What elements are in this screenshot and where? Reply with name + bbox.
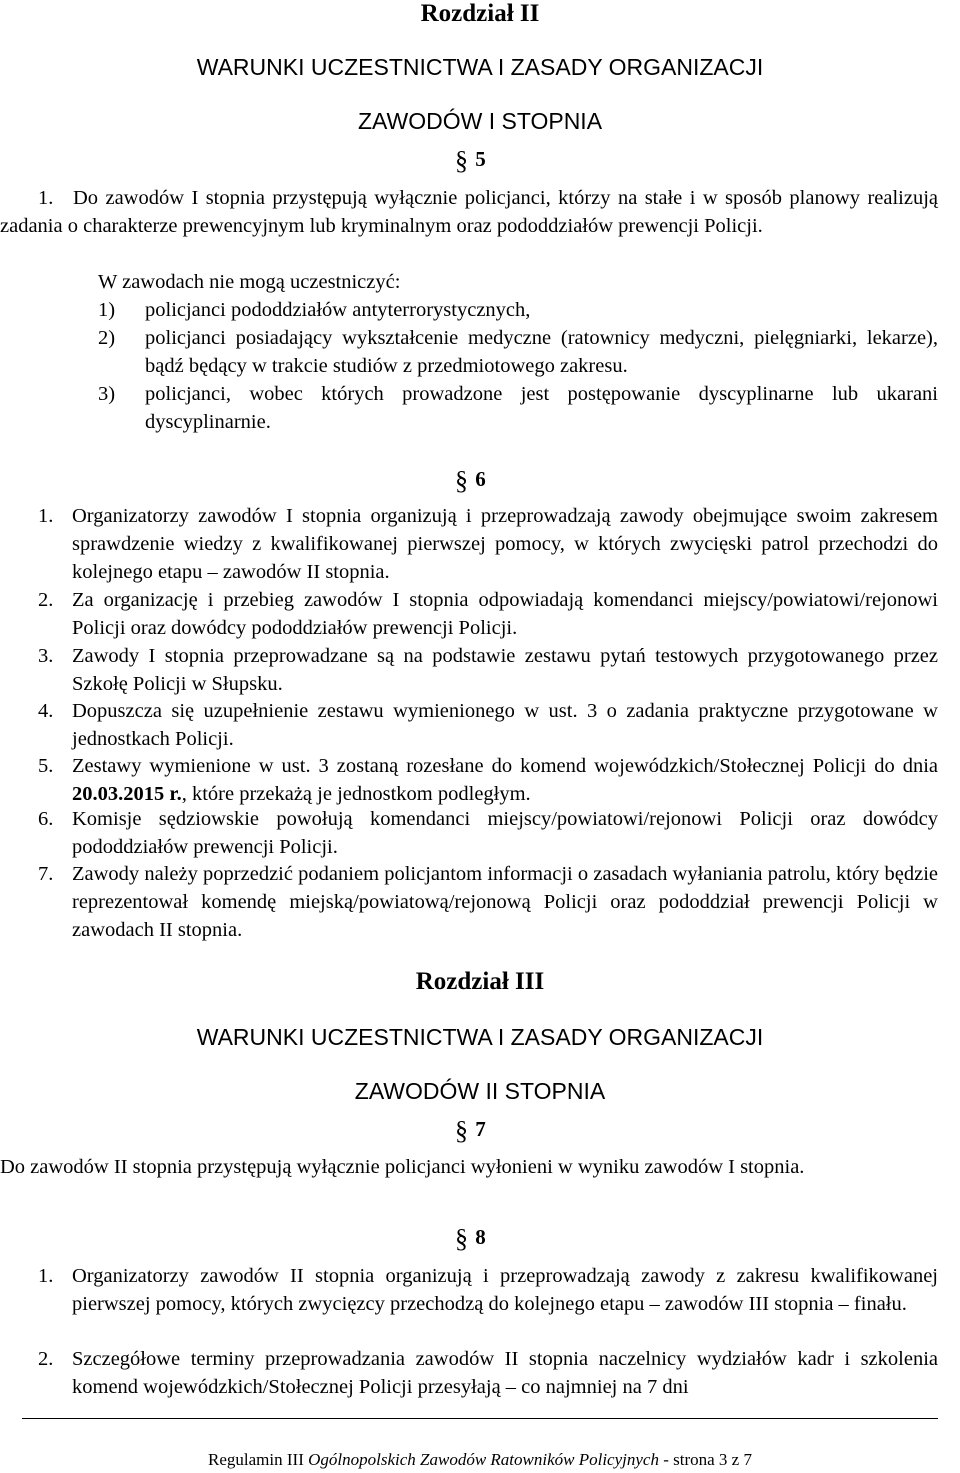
chapter-heading: Rozdział II bbox=[420, 0, 540, 27]
list-number: 2. bbox=[38, 589, 54, 611]
page-footer bbox=[0, 1450, 960, 1470]
section-sign-icon: § bbox=[455, 466, 468, 495]
list-number: 2. bbox=[38, 1348, 54, 1370]
sub-number: 1) bbox=[98, 299, 116, 321]
list-item-text: Zestawy wymienione w ust. 3 zostaną rozesłane do komend wojewódzkich/Stołecznej Policji do dnia bbox=[72, 755, 938, 777]
footer-prefix: Regulamin III bbox=[208, 1450, 309, 1469]
sub-number: 3) bbox=[98, 383, 116, 405]
list-item: Za organizację i przebieg zawodów I stopnia odpowiadają komendanci miejscy/powiatowi/rejonowi Policji oraz dowódcy pododdziałów prewencji Policji. bbox=[72, 589, 938, 639]
section-number-value: 7 bbox=[475, 1117, 486, 1141]
section-number-value: 5 bbox=[475, 147, 486, 171]
sub-number: 2) bbox=[98, 327, 116, 349]
section-number bbox=[455, 1113, 486, 1143]
list-item: Zawody należy poprzedzić podaniem policjantom informacji o zasadach wyłaniania patrolu, który będzie reprezentował komendę miejską/powiatową/rejonową Policji oraz pododdział prewencji Policji w zawodach II stopnia. bbox=[72, 863, 938, 941]
list-item: Organizatorzy zawodów I stopnia organizują i przeprowadzają zawody obejmujące swoim zakresem sprawdzenie wiedzy z kwalifikowanej pierwszej pomocy, w których zwycięski patrol przechodzi do kolejnego etapu – zawodów II stopnia. bbox=[72, 505, 938, 583]
list-number: 1. bbox=[38, 505, 54, 527]
deadline-date: 20.03.2015 r. bbox=[72, 783, 182, 805]
list-item-text: , które przekażą je jednostkom podległym. bbox=[181, 783, 531, 805]
paragraph: Do zawodów II stopnia przystępują wyłącznie policjanci wyłonieni w wyniku zawodów I stopnia. bbox=[0, 1156, 805, 1178]
section-number bbox=[455, 463, 486, 493]
sub-item: policjanci posiadający wykształcenie medyczne (ratownicy medyczni, pielęgniarki, lekarze), bądź będący w trakcie studiów z przedmiotowego zakresu. bbox=[145, 327, 938, 377]
list-item bbox=[72, 752, 938, 808]
section-sign-icon: § bbox=[455, 1224, 468, 1253]
list-item: Zawody I stopnia przeprowadzane są na podstawie zestawu pytań testowych przygotowanego przez Szkołę Policji w Słupsku. bbox=[72, 645, 938, 695]
list-number: 7. bbox=[38, 863, 54, 885]
list-number: 1. bbox=[38, 1265, 54, 1287]
list-intro: W zawodach nie mogą uczestniczyć: bbox=[98, 271, 401, 293]
chapter-title-line2: ZAWODÓW II STOPNIA bbox=[354, 1078, 606, 1104]
list-item: Dopuszcza się uzupełnienie zestawu wymienionego w ust. 3 o zadania praktyczne przygotowane w jednostkach Policji. bbox=[72, 700, 938, 750]
section-sign-icon: § bbox=[455, 146, 468, 175]
list-item: Do zawodów I stopnia przystępują wyłącznie policjanci, którzy na stałe i w sposób planowy realizują zadania o charakterze prewencyjnym lub kryminalnym oraz pododdziałów prewencji Policji. bbox=[0, 187, 938, 237]
list-item: Organizatorzy zawodów II stopnia organizują i przeprowadzają zawody z zakresu kwalifikowanej pierwszej pomocy, których zwycięzcy przechodzą do kolejnego etapu – zawodów III stopnia – finału. bbox=[72, 1265, 938, 1315]
sub-item: policjanci, wobec których prowadzone jest postępowanie dyscyplinarne lub ukarani dyscyplinarnie. bbox=[145, 383, 938, 433]
list-item: Komisje sędziowskie powołują komendanci miejscy/powiatowi/rejonowi Policji oraz dowódcy pododdziałów prewencji Policji. bbox=[72, 808, 938, 858]
list-number: 3. bbox=[38, 645, 54, 667]
section-number-value: 8 bbox=[475, 1225, 486, 1249]
list-item: Szczegółowe terminy przeprowadzania zawodów II stopnia naczelnicy wydziałów kadr i szkolenia komend wojewódzkich/Stołecznej Policji przesyłają – co najmniej na 7 dni bbox=[72, 1348, 938, 1398]
section-number bbox=[455, 143, 486, 173]
section-number-value: 6 bbox=[475, 467, 486, 491]
sub-item: policjanci pododdziałów antyterrorystycznych, bbox=[145, 299, 531, 321]
chapter-title-line1: WARUNKI UCZESTNICTWA I ZASADY ORGANIZACJI bbox=[196, 54, 764, 80]
list-number: 5. bbox=[38, 755, 54, 777]
chapter-title-line1: WARUNKI UCZESTNICTWA I ZASADY ORGANIZACJI bbox=[196, 1024, 764, 1050]
section-sign-icon: § bbox=[455, 1116, 468, 1145]
footer-event-name: Ogólnopolskich Zawodów Ratowników Policyjnych bbox=[308, 1450, 659, 1469]
list-number: 6. bbox=[38, 808, 54, 830]
footer-divider bbox=[22, 1418, 938, 1419]
footer-page-number: - strona 3 z 7 bbox=[658, 1450, 752, 1469]
list-number: 4. bbox=[38, 700, 54, 722]
chapter-title-line2: ZAWODÓW I STOPNIA bbox=[357, 108, 603, 134]
list-number: 1. bbox=[38, 187, 54, 209]
section-number bbox=[455, 1221, 486, 1251]
chapter-heading: Rozdział III bbox=[415, 968, 545, 995]
